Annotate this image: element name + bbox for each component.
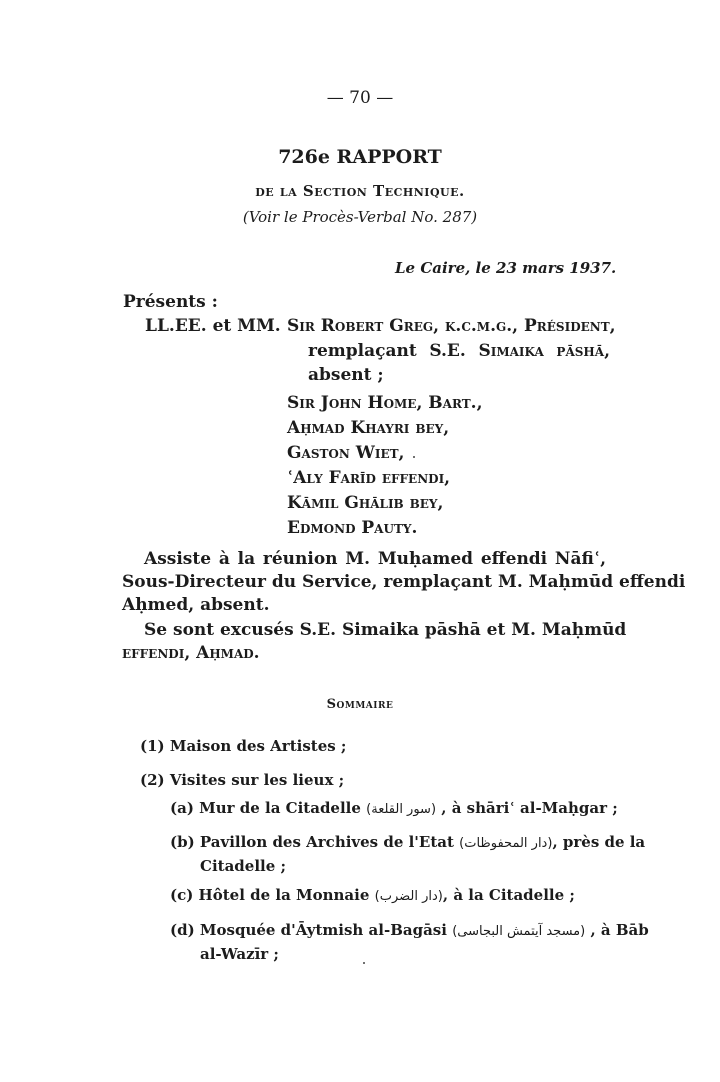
attendee-absent-note: absent ; xyxy=(308,365,384,385)
sommaire-item-2a xyxy=(170,799,618,817)
member-farid: ʿAly Farīd effendi, xyxy=(287,468,451,488)
stray-mark xyxy=(413,456,415,458)
attendees-intro: LL.EE. et MM. xyxy=(145,316,281,336)
sommaire-item-2d xyxy=(170,921,649,939)
item-2a-location: , à shāriʿ al-Maḥgar ; xyxy=(441,799,618,817)
replacement-name: Simaika pāshā, xyxy=(478,341,610,361)
replacement-text: remplaçant S.E. xyxy=(308,341,466,361)
sommaire-heading: Sommaire xyxy=(326,697,394,712)
proces-verbal-reference: (Voir le Procès-Verbal No. 287) xyxy=(242,208,478,226)
item-2b-text: (b) Pavillon des Archives de l'Etat xyxy=(170,833,454,851)
report-subtitle: de la Section Technique. xyxy=(255,182,465,200)
report-date: Le Caire, le 23 mars 1937. xyxy=(395,259,617,277)
sommaire-item-2b xyxy=(170,833,645,851)
sommaire-item-2d-cont: al-Wazīr ; xyxy=(200,945,279,963)
report-title: 726e RAPPORT xyxy=(278,146,442,168)
assiste-line-2: Sous-Directeur du Service, remplaçant M. Maḥmūd effendi xyxy=(122,572,686,592)
item-2c-location: , à la Citadelle ; xyxy=(442,886,575,904)
item-2b-arabic: (دار المحفوظات) xyxy=(459,836,553,851)
member-home: Sir John Home, Bart., xyxy=(287,393,483,413)
stray-mark xyxy=(363,962,365,964)
excuses-line-2: effendi, Aḥmad. xyxy=(122,643,260,663)
sommaire-item-1: (1) Maison des Artistes ; xyxy=(140,737,347,755)
assiste-line-3: Aḥmed, absent. xyxy=(122,595,270,615)
item-2a-arabic: (سور القلعة) xyxy=(366,802,437,817)
item-2d-arabic: (مسجد آيتمش البجاسى) xyxy=(452,924,586,939)
member-wiet: Gaston Wiet, xyxy=(287,443,405,463)
item-2b-location: , près de la xyxy=(552,833,646,851)
attendee-president: Sir Robert Greg, k.c.m.g., Président, xyxy=(287,316,616,336)
sommaire-item-2: (2) Visites sur les lieux ; xyxy=(140,771,345,789)
member-ghalib: Kāmil Ghālib bey, xyxy=(287,493,444,513)
page-number: — 70 — xyxy=(326,88,394,108)
excuses-line-1: Se sont excusés S.E. Simaika pāshā et M. Maḥmūd xyxy=(144,620,627,640)
item-2c-arabic: (دار الضرب) xyxy=(374,889,443,904)
presents-label: Présents : xyxy=(123,292,218,312)
assiste-line-1: Assiste à la réunion M. Muḥamed effendi Nāfiʿ, xyxy=(144,549,606,569)
item-2d-text: (d) Mosquée d'Āytmish al-Bagāsi xyxy=(170,921,447,939)
member-pauty: Edmond Pauty. xyxy=(287,518,418,538)
sommaire-item-2b-cont: Citadelle ; xyxy=(200,857,287,875)
sommaire-item-2c xyxy=(170,886,575,904)
item-2a-text: (a) Mur de la Citadelle xyxy=(170,799,361,817)
member-khayri: Aḥmad Khayri bey, xyxy=(287,418,450,438)
attendee-replacement xyxy=(308,341,610,361)
item-2c-text: (c) Hôtel de la Monnaie xyxy=(170,886,370,904)
item-2d-location: , à Bāb xyxy=(590,921,649,939)
